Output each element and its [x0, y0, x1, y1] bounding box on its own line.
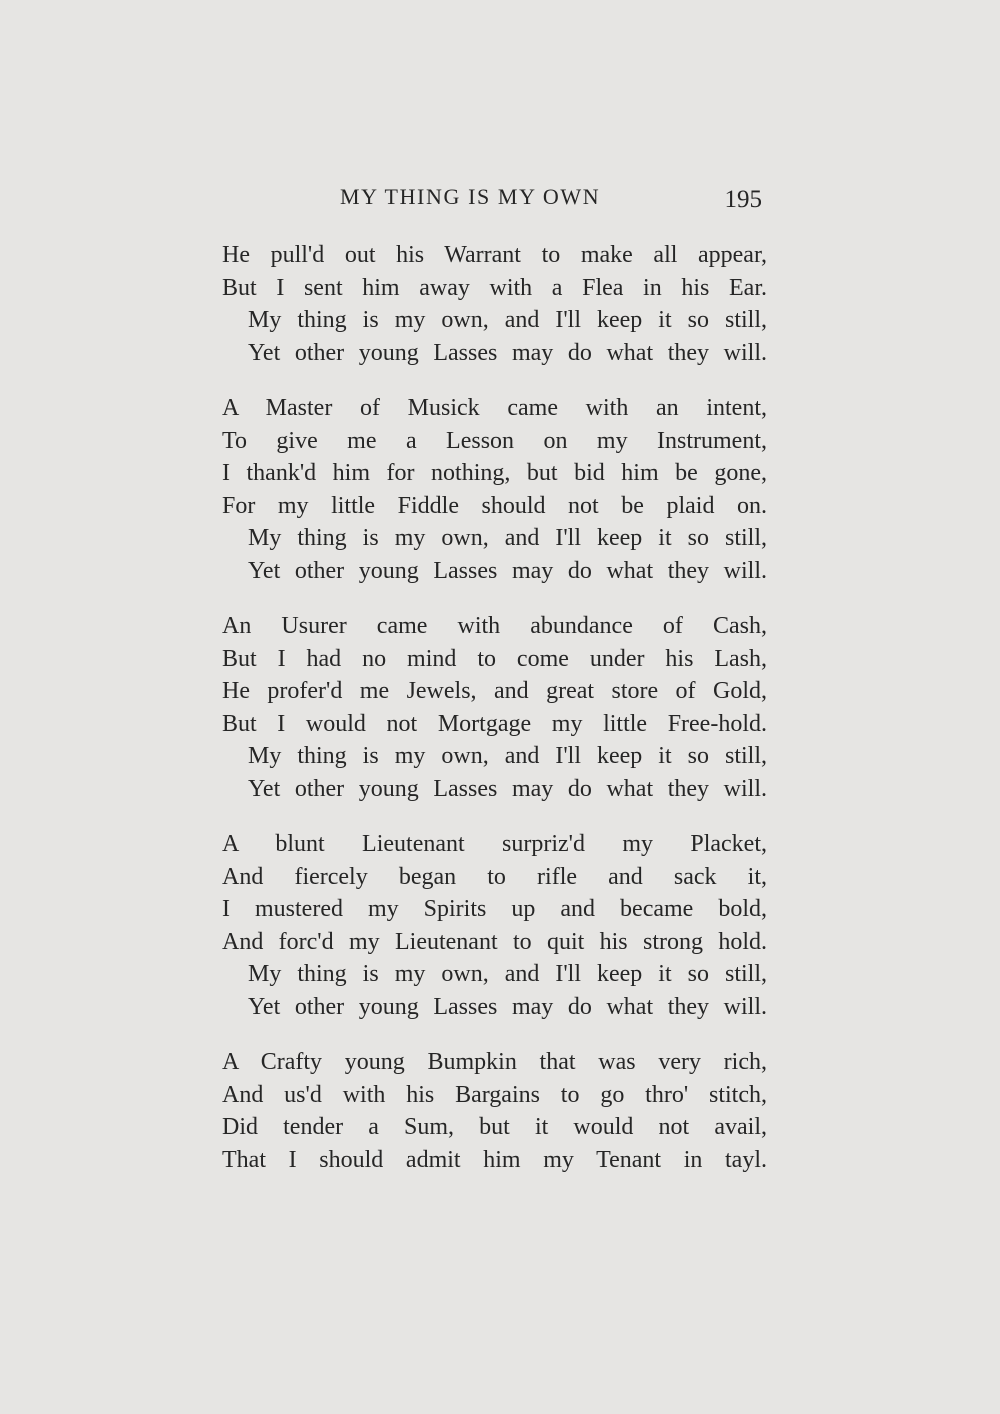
verse-line: A Crafty young Bumpkin that was very rich, — [222, 1049, 767, 1075]
verse-line: That I should admit him my Tenant in tayl. — [222, 1146, 767, 1173]
verse-line: And fiercely began to rifle and sack it, — [222, 863, 767, 890]
refrain-line: Yet other young Lasses may do what they will. — [248, 775, 767, 802]
running-head — [222, 180, 762, 216]
verse-line: Did tender a Sum, but it would not avail, — [222, 1114, 767, 1140]
verse-line: But I sent him away with a Flea in his Ear. — [222, 274, 767, 301]
stanza-1 — [222, 239, 767, 369]
stanza-5 — [222, 1046, 767, 1176]
verse-line: He pull'd out his Warrant to make all appear, — [222, 242, 767, 268]
verse-line: A Master of Musick came with an intent, — [222, 395, 767, 421]
refrain-line: My thing is my own, and I'll keep it so still, — [248, 961, 767, 987]
refrain-line: My thing is my own, and I'll keep it so still, — [248, 743, 767, 769]
verse-line: A blunt Lieutenant surpriz'd my Placket, — [222, 831, 767, 857]
stanza-2 — [222, 392, 767, 587]
verse-line: But I would not Mortgage my little Free-hold. — [222, 710, 767, 737]
refrain-line: Yet other young Lasses may do what they will. — [248, 339, 767, 366]
page-number: 195 — [724, 186, 762, 213]
verse-line: An Usurer came with abundance of Cash, — [222, 613, 767, 639]
refrain-line: My thing is my own, and I'll keep it so still, — [248, 307, 767, 333]
poem-text — [222, 239, 767, 1199]
refrain-line: Yet other young Lasses may do what they will. — [248, 993, 767, 1020]
running-title: MY THING IS MY OWN — [340, 184, 601, 209]
stanza-3 — [222, 610, 767, 805]
verse-line: And forc'd my Lieutenant to quit his strong hold. — [222, 928, 767, 955]
verse-line: And us'd with his Bargains to go thro' stitch, — [222, 1081, 767, 1108]
verse-line: For my little Fiddle should not be plaid on. — [222, 492, 767, 519]
refrain-line: Yet other young Lasses may do what they will. — [248, 557, 767, 584]
verse-line: To give me a Lesson on my Instrument, — [222, 427, 767, 454]
stanza-4 — [222, 828, 767, 1023]
verse-line: He profer'd me Jewels, and great store of Gold, — [222, 678, 767, 704]
verse-line: I mustered my Spirits up and became bold, — [222, 896, 767, 922]
refrain-line: My thing is my own, and I'll keep it so still, — [248, 525, 767, 551]
verse-line: But I had no mind to come under his Lash, — [222, 645, 767, 672]
verse-line: I thank'd him for nothing, but bid him be gone, — [222, 460, 767, 486]
